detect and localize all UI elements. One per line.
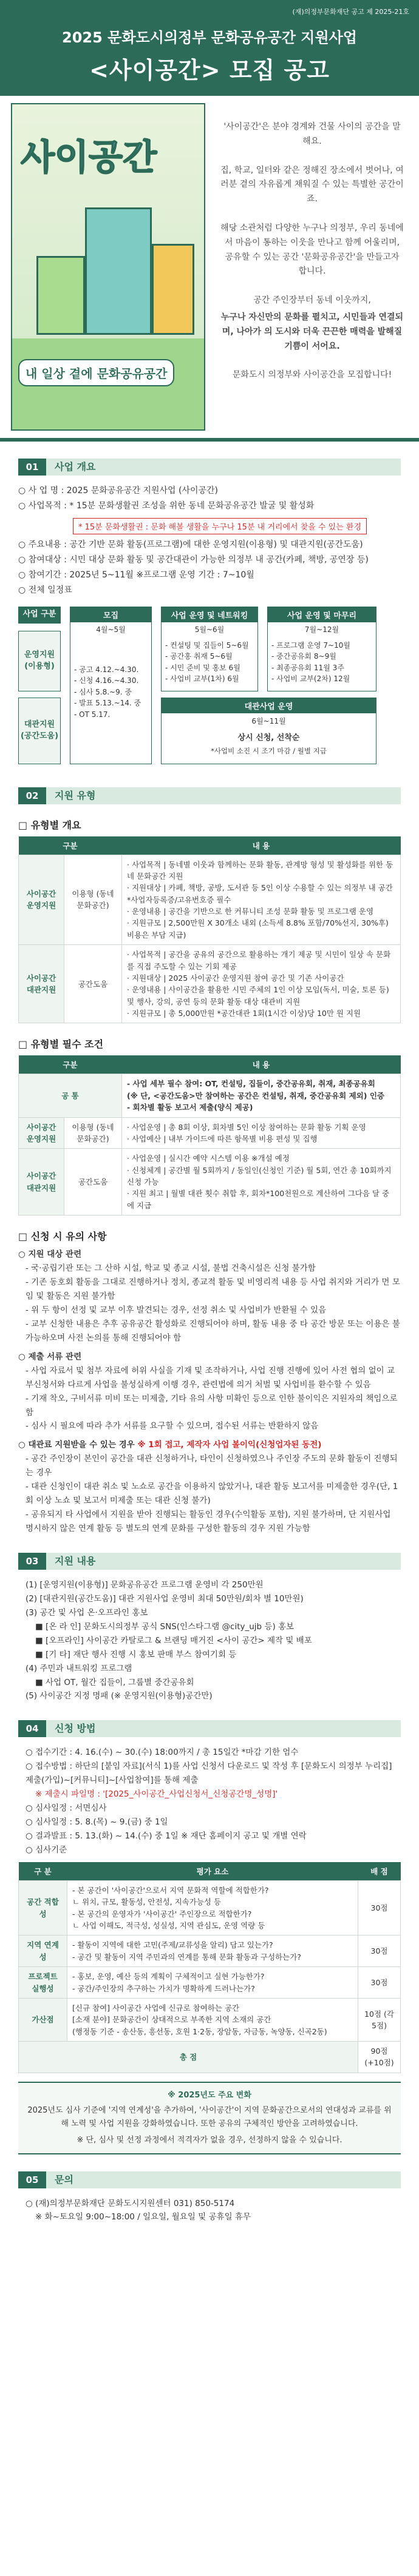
hero-paragraph: 집, 학교, 일터와 같은 정해진 장소에서 벗어나, 여러분 곁의 자유롭게 채워질 수 있는 특별한 공간이죠. [220, 165, 404, 204]
section-header [18, 1720, 401, 1737]
poster-building [152, 244, 194, 335]
changes-box [18, 2082, 401, 2154]
note-item: - 교부 신청한 내용은 추후 공유공간 활성화로 진행되어야 하며, 활동 내용 중 타 공간 방문 또는 이용은 불가능하오며 사전 논의를 통해 진행되어야 함 [26, 1319, 400, 1343]
apply-item: ○ 결과발표 : 5. 13.(화) ~ 14.(수) 중 1일 ※ 재단 홈페이지 공고 및 개별 연락 [26, 1831, 307, 1841]
table-cell: 가산점 [19, 1998, 67, 2041]
apply-item: ○ 접수기간 : 4. 16.(수) ~ 30.(수) 18:00까지 / 총 15일간 *마감 기한 엄수 [26, 1747, 299, 1758]
flow-phase-operate [267, 607, 376, 691]
phase-body: 상시 신청, 선착순 [237, 733, 300, 742]
table-row [19, 1880, 401, 1935]
phase-date: 5월~6월 [194, 625, 225, 634]
support-item: (5) 사이공간 지정 명패 (※ 운영지원(이용형)공간만) [26, 1691, 213, 1701]
criteria-table [18, 1862, 401, 2073]
hero-paragraph: 해당 소관처럼 다양한 누구나 의정부, 우리 동네에서 마음이 통하는 이웃을 만나고 함께 어울리며, 공유할 수 있는 공간 '문화공유공간'을 만들고자 합니다. [220, 223, 404, 277]
subsection-title: □ 유형별 필수 조건 [18, 1038, 104, 1051]
schedule-flow [18, 607, 401, 770]
subsection-title: □ 유형별 개요 [18, 819, 81, 831]
table-cell: 사이공간 운영지원 [19, 1117, 64, 1149]
section-support-content [0, 1553, 419, 1703]
table-cell: · 사업운영 | 실시간 예약 시스템 이용 ※개설 예정 · 신청체계 | 공간별 월 5회까지 / 동일인(신청인 기준) 월 5회, 연간 총 10회까지 신청 가능 · 지원 최고 | 월별 대관 횟수 취합 후, 회차*100천원으로 계산하여 그다음 달 중에 지급 [122, 1149, 401, 1216]
table-row [19, 1998, 401, 2041]
section-number: 04 [18, 1720, 46, 1737]
hero-title: <사이공간> 모집 공고 [89, 57, 330, 84]
phase-body: - 공고 4.12.~4.30. - 신청 4.16.~4.30. - 심사 5.8.~9. 중 - 발표 5.13.~14. 중 - OT 5.17. [74, 665, 141, 719]
overview-item: ○ 참여기간 : 2025년 5~11월 ※프로그램 운영 기간 : 7~10월 [18, 570, 254, 580]
overview-item: ○ 전체 일정표 [18, 585, 72, 596]
table-row [19, 1117, 401, 1149]
section-label: 지원 유형 [46, 787, 401, 804]
contact-item: ※ 화~토요일 9:00~18:00 / 일요일, 월요일 및 공휴일 휴무 [35, 2212, 251, 2222]
requirement-table [18, 1055, 401, 1216]
table-cell: 프로젝트 실행성 [19, 1967, 67, 1999]
hero-paragraph: 누구나 자신만의 문화를 펼치고, 시민들과 연결되며, 나아가 의 도시와 더욱 끈끈한 매력을 발해질 기쁨이 서어요. [220, 312, 404, 351]
table-cell: 지역 연계성 [19, 1935, 67, 1967]
note-item: ○ 지원 대상 관련 [18, 1249, 82, 1260]
table-cell: 공간 적합성 [19, 1880, 67, 1935]
flow-row-label: 운영지원 (이용형) [18, 631, 61, 691]
section-number: 01 [18, 459, 46, 476]
support-item: ■ [온 라 인] 문화도시의정부 공식 SNS(인스타그램 @city_ujb 등) 홍보 [35, 1621, 295, 1632]
section-application [0, 1720, 419, 2154]
type-overview-table [18, 836, 401, 1024]
table-header: 내 용 [122, 836, 401, 855]
table-cell: 이용형 (동네문화공간) [64, 1117, 122, 1149]
table-cell: 총 점 [19, 2042, 358, 2073]
support-item: (3) 공간 및 사업 온·오프라인 홍보 [26, 1607, 148, 1618]
overview-item: ○ 사업목적 : * 15분 문화생활권 조성을 위한 동네 문화공유공간 발굴 및 활성화 [18, 501, 315, 511]
table-cell: - 사업 세부 필수 참여: OT, 컨설팅, 집들이, 중간공유회, 취재, 최종공유회 (※ 단, <공간도움>만 참여하는 공간은 컨설팅, 취재, 중간공유회 제외) 인증 - 회차별 활동 보고서 제출(양식 제공) [122, 1074, 401, 1117]
support-item: (2) [대관지원(공간도움)] 대관 지원사업 운영비 최대 50만원/회차 별 10만원) [26, 1593, 304, 1604]
support-item: ■ [기 타] 재단 행사 진행 시 홍보 판매 부스 참여기회 등 [35, 1649, 237, 1660]
section-label: 문의 [46, 2171, 401, 2188]
section-label: 지원 내용 [46, 1553, 401, 1570]
table-cell: 공간도움 [64, 1149, 122, 1216]
support-item: ■ [오프라인] 사이공간 카탈로그 & 브랜딩 매거진 <사이 공간> 제작 및 배포 [35, 1635, 312, 1646]
table-cell: 사이공간 대관지원 [19, 1149, 64, 1216]
table-cell: · 사업목적 | 공간을 공유의 공간으로 활용하는 개기 제공 및 시민이 일상 속 문화를 직접 주도할 수 있는 기회 제공 · 지원대상 | 2025 사이공간 운영지원 참여 공간 및 기존 사이공간 · 운영내용 | 사이공간을 활용한 시민 주체의 1인 이상 모임(독서, 미술, 토론 등) 및 행사, 강의, 공연 등의 문화 활동 대상 대관비 지원 · 지원규모 | 총 5,000만원 *공간대관 1회(1시간 이상)당 10만 원 지원 [122, 945, 401, 1023]
hero-description [205, 96, 419, 438]
flow-phase-recruit [70, 607, 152, 764]
phase-date: 7월~12월 [304, 625, 339, 634]
support-item: (1) [운영지원(이용형)] 문화공유공간 프로그램 운영비 각 250만원 [26, 1579, 264, 1590]
phase-title: 사업 운영 및 마무리 [268, 607, 376, 622]
table-row [19, 855, 401, 945]
overview-item: ○ 참여대상 : 시민 대상 문화 활동 및 공간대관이 가능한 의정부 내 공간(카페, 책방, 공연장 등) [18, 555, 369, 565]
section-support-types [0, 787, 419, 1536]
flow-phase-network [161, 607, 258, 691]
phase-date: 6월~11월 [251, 716, 286, 725]
apply-item: ○ 심사일정 : 5. 8.(목) ~ 9.(금) 중 1일 [26, 1817, 168, 1828]
table-header: 구분 [19, 836, 122, 855]
section-header [18, 2171, 401, 2188]
hero-section [0, 96, 419, 442]
overview-item: ○ 사 업 명 : 2025 문화공유공간 지원사업 (사이공간) [18, 486, 218, 496]
table-row [19, 945, 401, 1023]
note-item: - 기재 착오, 구비서류 미비 또는 미제출, 기타 유의 사항 미확인 등으로 인한 불이익은 지원자의 책임으로 함 [26, 1393, 398, 1417]
overview-item: ○ 주요내용 : 공간 기반 문화 활동(프로그램)에 대한 운영지원(이용형) 및 대관지원(공간도움) [18, 540, 363, 550]
poster-tag: 내 일상 곁에 문화공유공간 [18, 359, 174, 386]
phase-body: - 컨설팅 및 집들이 5~6월 - 공간홍 취재 5~6월 - 시민 준비 및 홍보 6월 - 사업비 교부(1차) 6월 [165, 641, 249, 684]
table-cell: - 홍보, 운영, 예산 등의 계획이 구체적이고 실현 가능한가? - 공간/주인장의 추구하는 가치가 명확하게 드러나는가? [67, 1967, 358, 1999]
table-header: 배 점 [358, 1862, 401, 1881]
table-row [19, 1149, 401, 1216]
poster-building [85, 207, 152, 335]
flow-side-head: 사업 구분 [18, 607, 61, 624]
table-cell: · 사업운영 | 총 8회 이상, 회차별 5인 이상 참여하는 문화 활동 기획 운영 · 사업예산 | 내부 가이드에 따른 항목별 비용 편성 및 집행 [122, 1117, 401, 1149]
phase-title: 사업 운영 및 네트워킹 [162, 607, 257, 622]
section-header [18, 787, 401, 804]
table-cell: 10점 (각 5점) [358, 1998, 401, 2041]
apply-item: ※ 제출시 파일명 : '[2025_사이공간_사업신청서_신청공간명_성명]' [35, 1789, 278, 1800]
section-contact [0, 2171, 419, 2225]
apply-item: ○ 심사일정 : 서면심사 [26, 1803, 107, 1814]
table-row [19, 1074, 401, 1117]
note-item: - 기존 동호회 활동을 그대로 진행하거나 정치, 종교적 활동 및 비영리적 내용 등 사업 취지와 거리가 먼 모임 및 활동은 지원 불가함 [26, 1277, 400, 1301]
table-cell: - 활동이 지역에 대한 고민(주제/교류성을 알리) 담고 있는가? - 공간 및 활동이 지역 주민과의 연계를 통해 문화 활동과 구성하는가? [67, 1935, 358, 1967]
table-cell: 90점 (+10점) [358, 2042, 401, 2073]
note-item: - 공간 주인장이 본인이 공간을 대관 신청하거나, 타인이 신청하였으나 주인장 주도의 문화 활동이 진행되는 경우 [26, 1454, 398, 1478]
phase-date: 4월~5월 [96, 625, 126, 634]
poster-building [36, 256, 85, 335]
table-header: 내 용 [122, 1055, 401, 1074]
hero-paragraph: 문화도시 의정부와 사이공간을 모집합니다! [232, 370, 392, 380]
subsection-title: □ 신청 시 유의 사항 [18, 1231, 107, 1243]
note-item: - 국·공립기관 또는 그 산하 시설, 학교 및 종교 시설, 불법 건축시설은 신청 불가함 [26, 1263, 316, 1274]
table-header: 평가 요소 [67, 1862, 358, 1881]
section-number: 05 [18, 2171, 46, 2188]
table-header: 구분 [19, 1055, 122, 1074]
section-number: 03 [18, 1553, 46, 1570]
flow-row-label: 대관지원 (공간도움) [18, 698, 61, 764]
phase-body: - 프로그램 운영 7~10월 - 중간공유회 8~9월 - 최종공유회 11월 3주 - 사업비 교부(2차) 12월 [271, 641, 350, 684]
note-item: - 위 두 항이 선정 및 교부 이후 발견되는 경우, 선정 취소 및 사업비가 반환될 수 있음 [26, 1305, 327, 1315]
table-cell: 공 통 [19, 1074, 122, 1117]
apply-item: ○ 접수방법 : 하단의 [붙임 자료](서식 1)를 사업 신청서 다운로드 및 작성 후 [문화도시 의정부 누리집] 제출(가입)~[커뮤니티]~[사업참여]를 통해 제출 [26, 1761, 392, 1786]
table-cell: 사이공간 운영지원 [19, 855, 64, 945]
phase-title: 대관사업 운영 [162, 698, 376, 713]
table-cell: 30점 [358, 1880, 401, 1935]
section-label: 신청 방법 [46, 1720, 401, 1737]
hero-subtitle: 2025 문화도시의정부 문화공유공간 지원사업 [62, 29, 357, 46]
section-number: 02 [18, 787, 46, 804]
table-row [19, 1967, 401, 1999]
note-item: - 사업 자료서 및 첨부 자료에 허위 사실을 기재 및 조작하거나, 사업 진행 진행에 있어 사전 협의 없이 교부신청서와 다르게 사업을 불성실하게 이행 경우, 관련법에 의거 처벌 및 사업비를 환수할 수 있음 [26, 1365, 395, 1390]
note-item: - 공유되지 타 사업에서 지원을 받아 진행되는 활동인 경우(수익활동 포함), 지원 불가하며, 단 지원사업 명시하지 않은 연계 활동 등 별도의 연계 문화를 구성한 활동의 경우 지원 가능함 [26, 1510, 391, 1533]
table-header: 구 분 [19, 1862, 67, 1881]
definition-box: * 15분 문화생활권 : 문화 해볼 생활을 누구나 15분 내 거리에서 찾을 수 있는 환경 [73, 518, 367, 534]
table-cell: [신규 참여] 사이공간 사업에 신규로 참여하는 공간 [소재 분야] 문화공간이 상대적으로 부족한 지역 소재의 공간 (행정동 기준 - 송산동, 흥선동, 호원 1·2동, 장암동, 자금동, 녹양동, 신곡2동) [67, 1998, 358, 2041]
section-overview [0, 459, 419, 770]
section-header [18, 1553, 401, 1570]
support-item: (4) 주민과 내트워킹 프로그램 [26, 1663, 132, 1673]
poster-image [11, 103, 205, 431]
phase-title: 모집 [70, 607, 151, 622]
table-cell: · 사업목적 | 동네별 이웃과 함께하는 문화 활동, 관계망 형성 및 활성화를 위한 동네 문화공간 지원 · 지원대상 | 카페, 책방, 공방, 도서관 등 5인 이상 수용할 수 있는 의정부 내 공간 *사업자등록증/고유번호증 필수 · 운영내용 | 공간을 기반으로 한 커뮤니티 조성 문화 활동 및 프로그램 운영 · 지원규모 | 2,500만원 X 30개소 내외 (소득세 8.8% 포함/70%선지, 30%후) 비용은 부담 지급) [122, 855, 401, 945]
table-cell: 이용형 (동네문화공간) [64, 855, 122, 945]
table-row [19, 1935, 401, 1967]
note-item: - 대관 신청인이 대관 취소 및 노쇼로 공간을 이용하지 않았거나, 대관 활동 보고서를 미제출한 경우(단, 1회 이상 노쇼 및 보고서 미제출 또는 대관 신청 불가) [26, 1482, 398, 1506]
note-item: ○ 대관료 지원받을 수 있는 경우 ※ 1회 접고, 제작자 사업 볼이익(신청업자된 동전) [18, 1440, 322, 1450]
phase-note: *사업비 소진 시 조기 마감 / 월별 지급 [211, 746, 327, 755]
note-item: - 심사 시 필요에 따라 추가 서류를 요구할 수 있으며, 접수된 서류는 반환하지 않음 [26, 1421, 319, 1431]
reference-badge: (재)의정부문화재단 공고 제 2025-21호 [287, 5, 414, 18]
note-item: ○ 제출 서류 관련 [18, 1351, 82, 1362]
section-header [18, 459, 401, 476]
section-label: 사업 개요 [46, 459, 401, 476]
hero-paragraph: 공간 주인장부터 동네 이웃까지, [253, 295, 371, 306]
contact-item: ○ (재)의정부문화재단 문화도시지원센터 031) 850-5174 [26, 2198, 235, 2208]
apply-item: ○ 심사기준 [26, 1845, 67, 1855]
table-cell: 30점 [358, 1967, 401, 1999]
changes-note: ※ 단, 심사 및 선정 과정에서 적격자가 없을 경우, 선정하지 않을 수 있습니다. [77, 2136, 342, 2145]
changes-text: 2025년도 심사 기준에 '지역 연계성'을 추가하여, '사이공간'이 지역 문화공간으로서의 연대성과 교류를 위해 노력 및 사업 지원을 강화하였습니다. 또한 공유의 구체적인 방안을 고려하였습니다. [27, 2106, 392, 2128]
table-cell: 사이공간 대관지원 [19, 945, 64, 1023]
table-cell: 공간도움 [64, 945, 122, 1023]
table-cell: - 본 공간이 '사이공간'으로서 지역 문화적 역할에 적합한가? ㄴ 위치, 규모, 활동성, 안전성, 지속가능성 등 - 본 공간의 운영자가 '사이공간' 주인장으로 적합한가? ㄴ 사업 이해도, 적극성, 성실성, 지역 관심도, 운영 역량 등 [67, 1880, 358, 1935]
flow-phase-rental [161, 698, 376, 764]
table-row [19, 2042, 401, 2073]
table-cell: 30점 [358, 1935, 401, 1967]
hero-paragraph: '사이공간'은 분야 경계와 건물 사이의 공간을 말해요. [223, 122, 401, 146]
support-item: ■ 사업 OT, 월간 집들이, 그룹별 중간공유회 [35, 1677, 194, 1687]
poster-title: 사이공간 [21, 136, 157, 178]
changes-title: ※ 2025년도 주요 변화 [168, 2090, 251, 2100]
notes-list [18, 1248, 401, 1536]
